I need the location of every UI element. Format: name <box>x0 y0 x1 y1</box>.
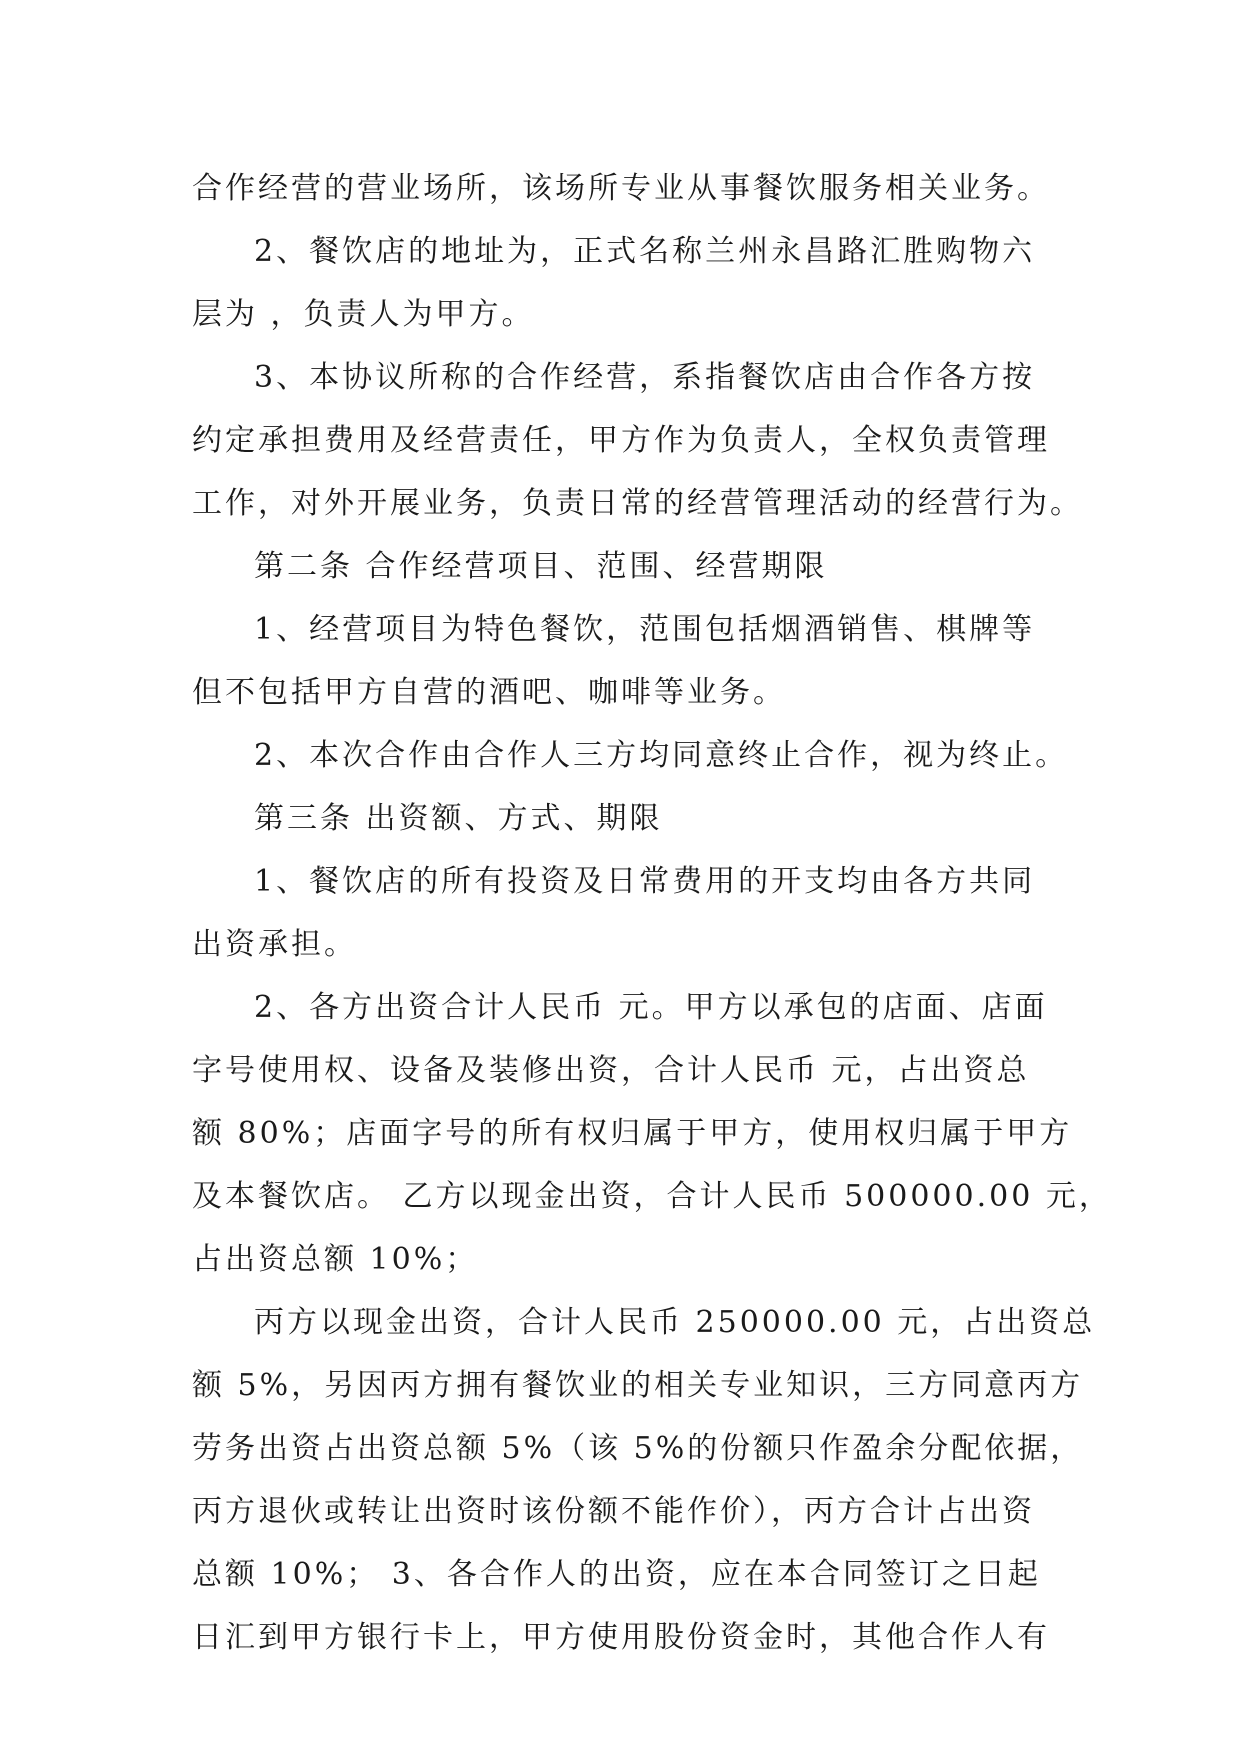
text-line: 劳务出资占出资总额 5%（该 5%的份额只作盈余分配依据， <box>192 1431 1084 1466</box>
text-line: 日汇到甲方银行卡上，甲方使用股份资金时，其他合作人有 <box>192 1620 1050 1655</box>
text-line: 额 80%；店面字号的所有权归属于甲方，使用权归属于甲方 <box>192 1116 1073 1151</box>
text-line: 合作经营的营业场所，该场所专业从事餐饮服务相关业务。 <box>192 171 1050 206</box>
text-line: 工作，对外开展业务，负责日常的经营管理活动的经营行为。 <box>192 486 1083 521</box>
text-line: 占出资总额 10%； <box>192 1242 479 1277</box>
text-line: 1、经营项目为特色餐饮，范围包括烟酒销售、棋牌等 <box>254 612 1036 647</box>
text-line: 2、本次合作由合作人三方均同意终止合作，视为终止。 <box>254 738 1069 773</box>
text-line: 约定承担费用及经营责任，甲方作为负责人，全权负责管理 <box>192 423 1050 458</box>
text-line: 层为 ，负责人为甲方。 <box>192 297 535 332</box>
text-line: 但不包括甲方自营的酒吧、咖啡等业务。 <box>192 675 786 710</box>
text-line: 额 5%，另因丙方拥有餐饮业的相关专业知识，三方同意丙方 <box>192 1368 1084 1403</box>
text-line: 丙方退伙或转让出资时该份额不能作价），丙方合计占出资 <box>192 1494 1035 1529</box>
text-line: 2、餐饮店的地址为，正式名称兰州永昌路汇胜购物六 <box>254 234 1036 269</box>
text-line: 3、本协议所称的合作经营，系指餐饮店由合作各方按 <box>254 360 1036 395</box>
text-line: 2、各方出资合计人民币 元。甲方以承包的店面、店面 <box>254 990 1048 1025</box>
text-line: 字号使用权、设备及装修出资，合计人民币 元，占出资总 <box>192 1053 1030 1088</box>
text-line: 丙方以现金出资，合计人民币 250000.00 元，占出资总 <box>254 1305 1096 1340</box>
body-text <box>192 157 1112 1669</box>
text-line: 1、餐饮店的所有投资及日常费用的开支均由各方共同 <box>254 864 1036 899</box>
section-heading: 第三条 出资额、方式、期限 <box>254 801 663 836</box>
text-line: 出资承担。 <box>192 927 357 962</box>
section-heading: 第二条 合作经营项目、范围、经营期限 <box>254 549 828 584</box>
text-line: 及本餐饮店。 乙方以现金出资，合计人民币 500000.00 元， <box>192 1179 1112 1214</box>
text-line: 总额 10%； 3、各合作人的出资，应在本合同签订之日起 <box>192 1557 1041 1592</box>
